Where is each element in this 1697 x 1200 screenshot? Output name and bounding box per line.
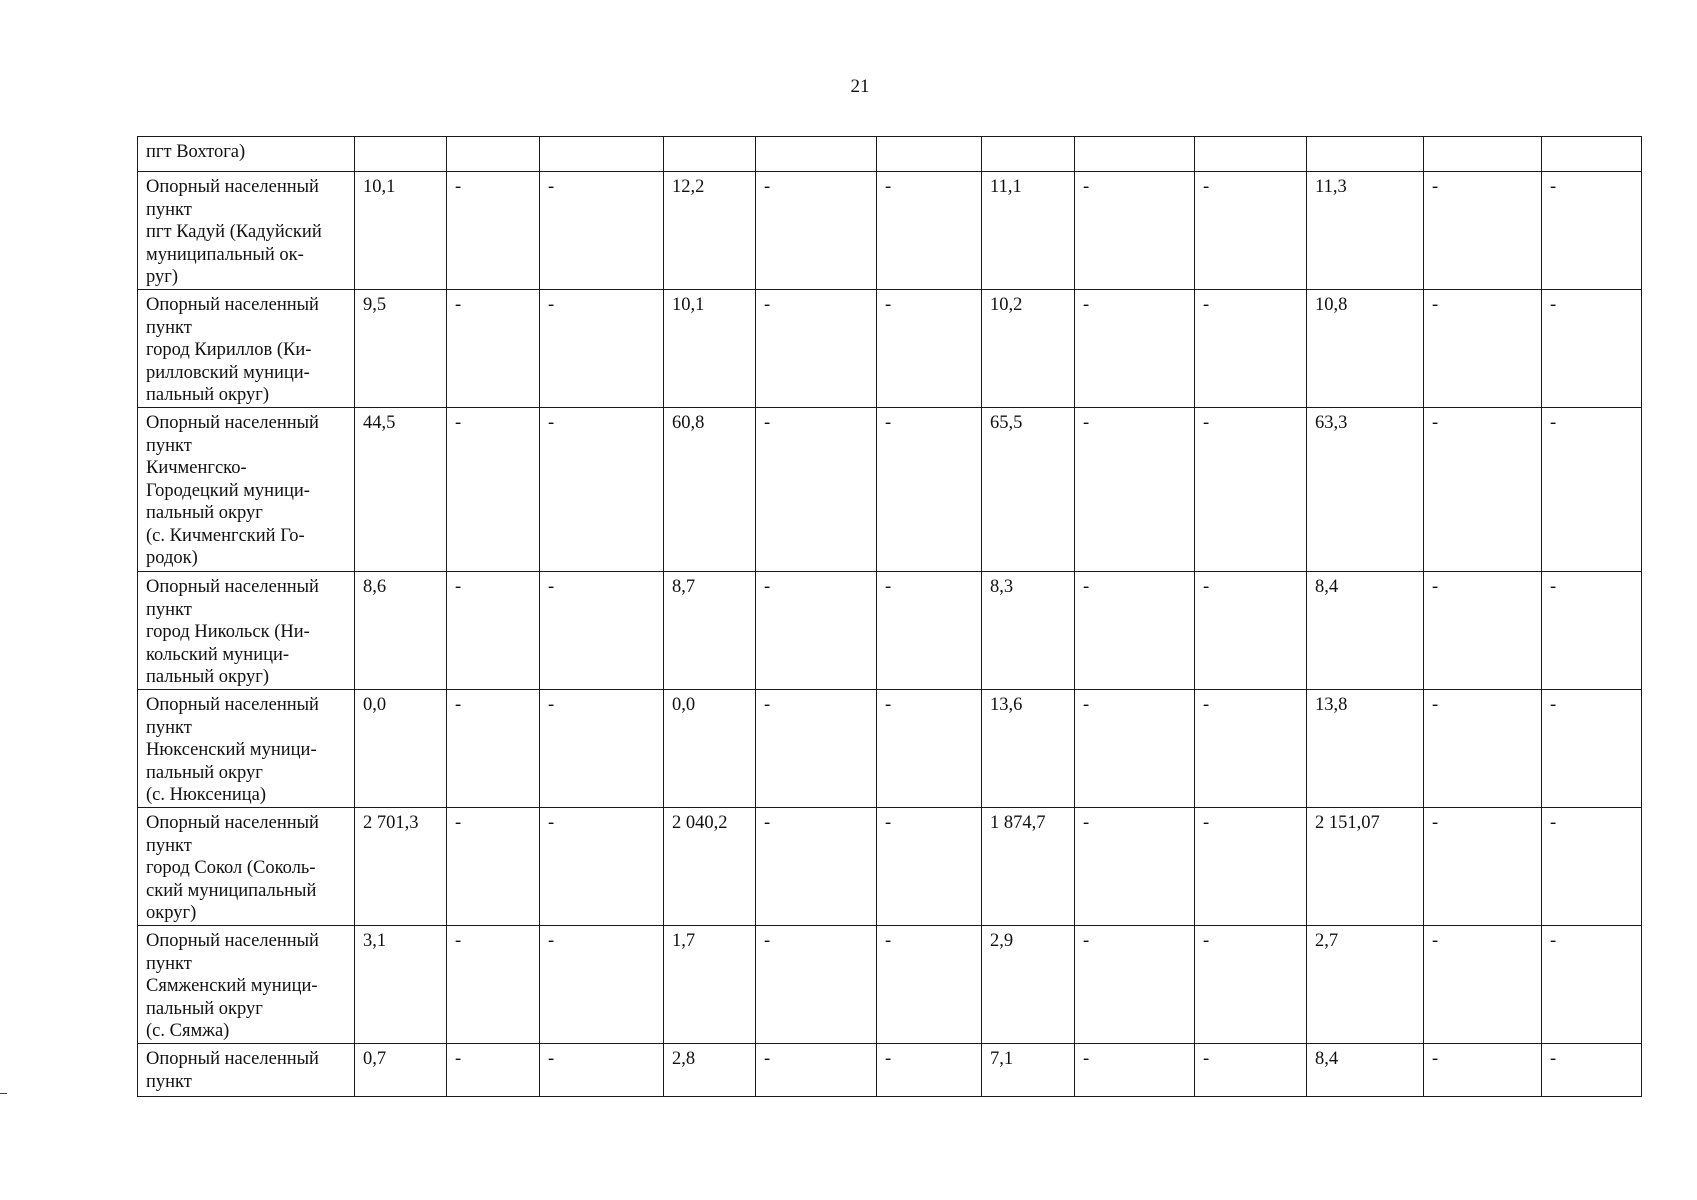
value-cell: 12,2 [664,172,756,290]
value-cell: - [1424,572,1542,690]
row-name-cell [138,137,355,172]
value-cell: 8,6 [355,572,447,690]
value-cell [756,137,877,172]
row-name-cell [138,926,355,1044]
value-cell: - [447,926,540,1044]
value-cell: 60,8 [664,408,756,572]
value-cell [877,137,982,172]
value-cell [1195,137,1307,172]
value-cell: - [1195,290,1307,408]
table-row [138,572,1642,690]
value-cell: - [447,408,540,572]
value-cell: 8,4 [1307,1044,1424,1097]
value-cell: 13,6 [982,690,1075,808]
value-cell: - [1075,572,1195,690]
row-name-line: пальный округ) [146,385,270,405]
value-cell: - [1075,290,1195,408]
value-cell: 10,1 [355,172,447,290]
row-name-line: Городецкий муници- [146,480,310,501]
row-name-line: пгт Вохтога) [146,142,246,162]
table-row [138,172,1642,290]
value-cell: - [540,1044,664,1097]
row-name-line: ский муниципальный [146,880,317,901]
row-name-line: руг) [146,267,179,287]
value-cell: - [877,808,982,926]
row-name-line: пункт [146,317,192,338]
value-cell: - [447,290,540,408]
table-row [138,137,1642,172]
row-name-cell [138,408,355,572]
table-row [138,690,1642,808]
value-cell: - [756,1044,877,1097]
value-cell: - [1542,1044,1642,1097]
row-name-cell [138,172,355,290]
table-row [138,290,1642,408]
value-cell [1307,137,1424,172]
value-cell: 8,3 [982,572,1075,690]
row-name-line: муниципальный ок- [146,244,304,265]
value-cell: 10,8 [1307,290,1424,408]
row-name-line: Опорный населенный [146,577,319,597]
row-name-line: Опорный населенный [146,1049,319,1069]
value-cell: - [540,926,664,1044]
value-cell: - [756,172,877,290]
value-cell: 44,5 [355,408,447,572]
value-cell: - [1075,172,1195,290]
row-name-line: город Кириллов (Ки- [146,340,312,360]
value-cell: - [1542,408,1642,572]
value-cell [982,137,1075,172]
value-cell: - [1424,926,1542,1044]
value-cell: - [447,1044,540,1097]
value-cell: 2,7 [1307,926,1424,1044]
value-cell: - [1542,290,1642,408]
table-row [138,808,1642,926]
value-cell: 65,5 [982,408,1075,572]
value-cell: - [540,572,664,690]
value-cell: - [756,572,877,690]
value-cell: 1,7 [664,926,756,1044]
value-cell: - [877,572,982,690]
value-cell: - [540,290,664,408]
value-cell: - [1424,690,1542,808]
value-cell: - [1195,408,1307,572]
value-cell: 2,9 [982,926,1075,1044]
row-name-line: родок) [146,548,198,568]
row-name-line: пункт [146,717,192,738]
value-cell: - [877,290,982,408]
row-name-line: пункт [146,599,192,620]
row-name-cell [138,690,355,808]
table-row [138,926,1642,1044]
value-cell: 10,1 [664,290,756,408]
row-name-line: пункт [146,835,192,856]
value-cell: 3,1 [355,926,447,1044]
table-row [138,408,1642,572]
value-cell: 2 701,3 [355,808,447,926]
value-cell: - [1195,926,1307,1044]
row-name-line: город Сокол (Соколь- [146,858,316,878]
row-name-cell [138,808,355,926]
row-name-line: Опорный населенный [146,177,319,197]
value-cell: - [1542,690,1642,808]
value-cell: 1 874,7 [982,808,1075,926]
value-cell: - [1195,1044,1307,1097]
value-cell: - [1075,690,1195,808]
value-cell: - [540,172,664,290]
value-cell: - [877,690,982,808]
value-cell: - [1195,172,1307,290]
value-cell: 2,8 [664,1044,756,1097]
value-cell: - [1075,926,1195,1044]
value-cell: 2 040,2 [664,808,756,926]
value-cell [1424,137,1542,172]
row-name-line: кольский муници- [146,644,290,665]
value-cell [664,137,756,172]
row-name-line: пункт [146,199,192,220]
value-cell: - [447,172,540,290]
row-name-cell [138,572,355,690]
value-cell [355,137,447,172]
value-cell: 13,8 [1307,690,1424,808]
row-name-line: пункт [146,1071,192,1092]
value-cell: 0,7 [355,1044,447,1097]
value-cell: 11,1 [982,172,1075,290]
value-cell: - [447,808,540,926]
row-name-line: Опорный населенный [146,813,319,833]
value-cell: 63,3 [1307,408,1424,572]
value-cell: - [447,572,540,690]
value-cell: - [877,1044,982,1097]
value-cell: - [1195,808,1307,926]
value-cell: - [1542,926,1642,1044]
value-cell: - [1075,408,1195,572]
value-cell: - [540,808,664,926]
page-number: 21 [850,76,870,97]
value-cell [540,137,664,172]
value-cell: 11,3 [1307,172,1424,290]
value-cell: - [1424,290,1542,408]
value-cell: - [1075,808,1195,926]
row-name-line: пункт [146,435,192,456]
row-name-line: пальный округ) [146,667,270,687]
value-cell: - [756,690,877,808]
value-cell [1542,137,1642,172]
row-name-line: пгт Кадуй (Кадуйский [146,222,322,242]
row-name-line: (с. Нюксеница) [146,785,267,805]
row-name-line: Опорный населенный [146,931,319,951]
value-cell: 9,5 [355,290,447,408]
row-name-line: пункт [146,953,192,974]
row-name-line: пальный округ [146,503,263,523]
value-cell: 10,2 [982,290,1075,408]
value-cell: - [1542,808,1642,926]
value-cell: - [756,408,877,572]
margin-mark [0,1093,7,1094]
value-cell: - [1424,408,1542,572]
row-name-line: Опорный населенный [146,413,319,433]
value-cell: 8,4 [1307,572,1424,690]
row-name-line: город Никольск (Ни- [146,622,310,642]
value-cell: - [1542,172,1642,290]
value-cell: - [1424,808,1542,926]
value-cell [1075,137,1195,172]
row-name-line: (с. Кичменгский Го- [146,525,305,546]
row-name-line: Кичменгско- [146,458,247,478]
table-body [138,137,1642,1097]
value-cell: - [447,690,540,808]
value-cell: 2 151,07 [1307,808,1424,926]
row-name-line: пальный округ [146,762,263,783]
value-cell: - [540,690,664,808]
value-cell: - [877,408,982,572]
value-cell: - [1424,1044,1542,1097]
value-cell: 8,7 [664,572,756,690]
row-name-line: Опорный населенный [146,295,319,315]
value-cell: - [1195,572,1307,690]
table-row [138,1044,1642,1097]
value-cell: 0,0 [355,690,447,808]
value-cell: - [1195,690,1307,808]
row-name-line: (с. Сямжа) [146,1021,230,1041]
value-cell: 0,0 [664,690,756,808]
row-name-line: рилловский муници- [146,362,310,383]
value-cell: - [756,926,877,1044]
value-cell: - [1542,572,1642,690]
value-cell [447,137,540,172]
row-name-cell [138,1044,355,1097]
value-cell: - [877,926,982,1044]
value-cell: - [756,808,877,926]
data-table [137,136,1642,1097]
row-name-line: Опорный населенный [146,695,319,715]
row-name-line: пальный округ [146,998,263,1019]
value-cell: - [1424,172,1542,290]
row-name-cell [138,290,355,408]
value-cell: - [756,290,877,408]
row-name-line: округ) [146,903,197,923]
row-name-line: Сямженский муници- [146,976,318,996]
value-cell: - [877,172,982,290]
row-name-line: Нюксенский муници- [146,740,317,760]
value-cell: - [1075,1044,1195,1097]
value-cell: 7,1 [982,1044,1075,1097]
value-cell: - [540,408,664,572]
